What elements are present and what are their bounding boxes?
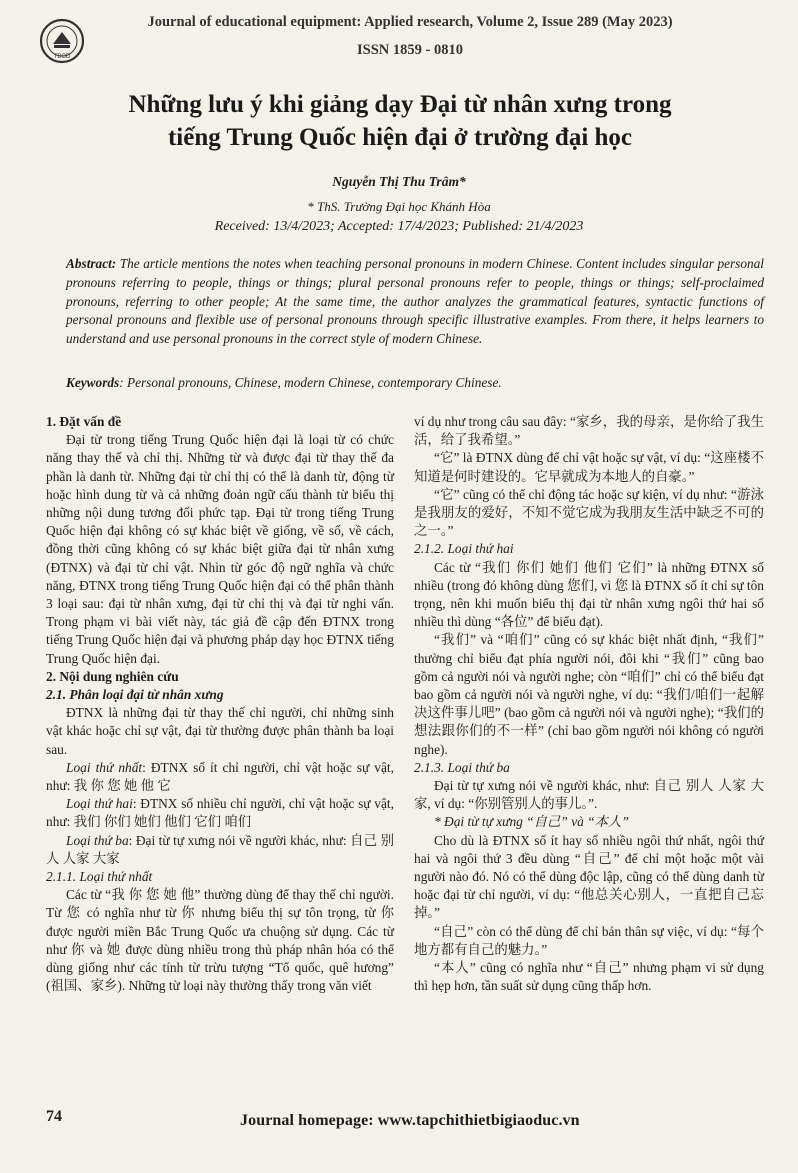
paragraph: [46, 795, 394, 831]
paragraph: Các từ “我 你 您 她 他” thường dùng để thay thế chỉ người. Từ 您 có nghĩa như từ 你 nhưng biểu thị sự tôn trọng, từ 你 được người miền Bắc Trung Quốc ưa chuộng sử dụng. Các từ như 你 và 她 được dùng nhiều trong thủ pháp nhân hóa có thể dùng giống như các tính từ trừu tượng “Tổ quốc, quê hương” (祖国、家乡). Những từ loại này thường thấy trong văn viết: [46, 887, 394, 994]
paragraph: “它” là ĐTNX dùng để chỉ vật hoặc sự vật, ví dụ: “这座楼不知道是何时建设的。它早就成为本地人的自豪。”: [414, 450, 764, 484]
left-column: [46, 413, 394, 996]
dates: Received: 13/4/2023; Accepted: 17/4/2023; Published: 21/4/2023: [214, 219, 584, 234]
paragraph: [46, 759, 394, 795]
subsubsection-heading: 2.1.1. Loại thứ nhất: [46, 869, 153, 885]
type-label: Loại thứ nhất: [66, 759, 143, 775]
journal-homepage: Journal homepage: www.tapchithietbigiaoduc.vn: [240, 1112, 580, 1129]
keywords-text: : Personal pronouns, Chinese, modern Chinese, contemporary Chinese.: [119, 375, 502, 390]
svg-text:TBGD: TBGD: [53, 54, 71, 60]
type-label: Loại thứ ba: [66, 832, 129, 848]
paragraph: “它” cũng có thể chỉ động tác hoặc sự kiện, ví dụ như: “游泳是我朋友的爱好，不知不觉它成为我朋友生活中缺乏不可的之一。”: [414, 486, 764, 539]
section-heading: 1. Đặt vấn đề: [46, 414, 122, 429]
keywords: [66, 375, 764, 391]
paragraph: “我们” và “咱们” cũng có sự khác biệt nhất định, “我们” thường chỉ biểu đạt phía người nói, đôi khi “我们” cũng bao gồm cả người nói và người nghe; còn “咱们” chỉ có thể biểu đạt bao gồm cả người nói và người nghe, ví dụ: “我们/咱们一起解决这件事儿吧” (bao gồm cả người nói và người nghe); “我们的想法跟你们的不一样” (chỉ bao gồm người nói không có người nghe).: [414, 632, 764, 757]
title-line-2: tiếng Trung Quốc hiện đại ở trường đại học: [167, 124, 633, 151]
type-text: : ĐTNX số nhiều chỉ người, chỉ vật hoặc sự vật, như: 我们 你们 她们 他们 它们 咱们: [46, 796, 394, 830]
subsection-note: * Đại từ tự xưng “自己” và “本人”: [434, 814, 629, 830]
paragraph: “自己” còn có thể dùng để chỉ bản thân sự việc, ví dụ: “每个地方都有自己的魅力。”: [414, 923, 764, 957]
paragraph: Các từ “我们 你们 她们 他们 它们” là những ĐTNX số nhiều (trong đó không dùng 您们, vì 您 là ĐTNX số ít chỉ sự tôn trọng, nên khi muốn biểu thị đại từ nhân xưng ngôi thứ hai số nhiều thì dùng “各位” để biểu đạt).: [414, 559, 764, 630]
abstract-label: Abstract:: [66, 256, 117, 271]
article-title: [60, 88, 740, 154]
subsubsection-heading: 2.1.3. Loại thứ ba: [414, 759, 510, 775]
author: Nguyễn Thị Thu Trâm*: [332, 174, 466, 189]
paragraph: ví dụ như trong câu sau đây: “家乡，我的母亲，是你给了我生活，给了我希望。”: [414, 414, 764, 448]
paragraph: [46, 832, 394, 868]
right-column: [414, 413, 764, 996]
paragraph: “本人” cũng có nghĩa như “自己” nhưng phạm vi sử dụng thì hẹp hơn, tần suất sử dụng cũng thấp hơn.: [414, 960, 764, 994]
subsubsection-heading: 2.1.2. Loại thứ hai: [414, 541, 514, 557]
page-number: 74: [46, 1108, 62, 1125]
type-text: : ĐTNX số ít chỉ người, chỉ vật hoặc sự vật, như: 我 你 您 她 他 它: [46, 759, 394, 794]
type-label: Loại thứ hai: [66, 796, 133, 812]
paragraph: Đại từ trong tiếng Trung Quốc hiện đại là loại từ có chức năng thay thế và chỉ thị. Những từ và được đại từ thay thế đa phần là danh từ. Những đại từ chỉ thị có thể là danh từ, động từ hoặc hình dung từ và cả những đoản ngữ cấu thành từ biểu thị những nội dung tương đối phức tạp. Đại từ trong tiếng Trung Quốc hiện đại không có sự khác biệt về giống, về số, về cách, đồng thời cũng không có sự khác biệt giữa đại từ nhân xưng (ĐTNX) và đại từ chỉ vật. Nhìn từ góc độ ngữ nghĩa và chức năng, ĐTNX trong tiếng Trung Quốc hiện đại có thể phân thành 3 loại sau: đại từ nhân xưng, đại từ chỉ thị và đại từ nghi vấn. Trong phạm vi bài viết này, tác giả đề cập đến ĐTNX trong tiếng Trung Quốc hiện đại và phương pháp dạy học ĐTNX tiếng Trung Quốc hiện đại.: [46, 432, 394, 666]
abstract: [66, 255, 764, 349]
subsection-heading: 2.1. Phân loại đại từ nhân xưng: [46, 687, 224, 703]
title-line-1: Những lưu ý khi giảng dạy Đại từ nhân xưng trong: [128, 91, 672, 118]
section-heading: 2. Nội dung nghiên cứu: [46, 668, 179, 684]
paragraph: Cho dù là ĐTNX số ít hay số nhiều ngôi thứ nhất, ngôi thứ hai và ngôi thứ 3 đều dùng “自己” để chỉ một hoặc một vài người nào đó. Nó có thể dùng độc lập, cũng có thể dùng danh từ hoặc đại từ chỉ người, ví dụ: “他总关心别人，一直把自己忘掉。”: [414, 832, 764, 921]
issn: ISSN 1859 - 0810: [357, 42, 463, 58]
journal-header: Journal of educational equipment: Applied research, Volume 2, Issue 289 (May 2023): [147, 14, 673, 30]
affiliation: * ThS. Trường Đại học Khánh Hòa: [307, 199, 491, 214]
paragraph: ĐTNX là những đại từ thay thế chỉ người, chỉ những sinh vật khác hoặc chỉ sự vật, đại từ thường được phân thành ba loại sau.: [46, 705, 394, 757]
keywords-label: Keywords: [66, 375, 120, 390]
abstract-text: The article mentions the notes when teaching personal pronouns in modern Chinese. Content includes singular personal pronouns referring to people, things or things; plural personal pronouns refer to people, things or things; self-proclaimed pronouns, referring to other people; At the same time, the author analyzes the grammatical features, syntactic functions of personal pronouns and flexible use of personal pronouns through specific illustrative examples. From there, it helps learners to understand and use personal pronouns in the correct style of modern Chinese.: [66, 256, 764, 347]
type-text: : Đại từ tự xưng nói về người khác, như: 自己 别人 人家 大家: [46, 832, 394, 866]
paragraph: Đại từ tự xưng nói về người khác, như: 自己 别人 人家 大家, ví dụ: “你别管别人的事儿。”.: [414, 778, 764, 812]
